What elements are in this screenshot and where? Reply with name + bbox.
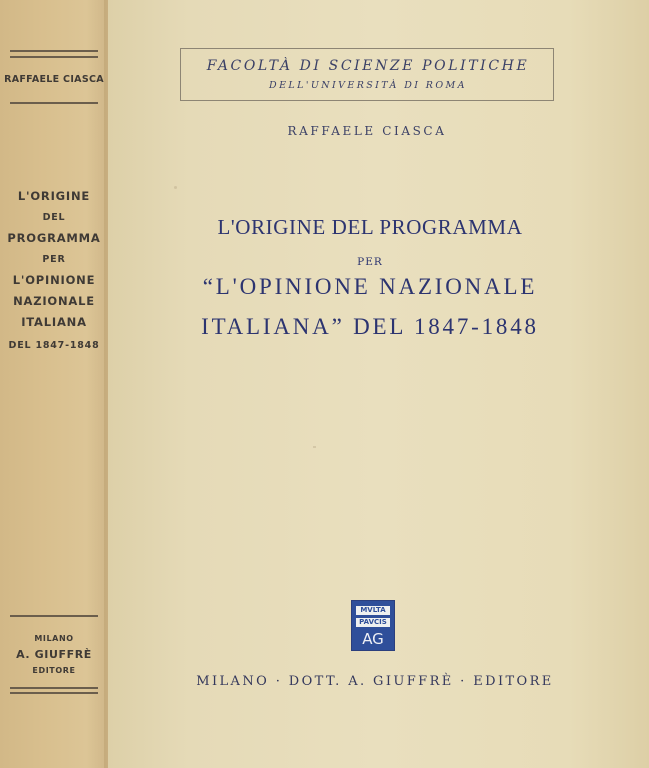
cover-publisher: MILANO · DOTT. A. GIUFFRÈ · EDITORE [196,674,554,689]
spine-rule [10,615,98,617]
spine-rule [10,692,98,694]
logo-monogram: AG [362,630,384,648]
publisher-logo [351,600,395,651]
front-cover [108,0,649,768]
spine-rule [10,102,98,104]
paper-spot [174,186,177,189]
faculty-name: FACOLTÀ DI SCIENZE POLITICHE [206,58,530,74]
spine-publisher [0,631,108,679]
spine-author: RAFFAELE CIASCA [4,74,104,85]
faculty-box [180,48,554,101]
paper-spot [313,446,316,448]
cover-author: RAFFAELE CIASCA [287,124,447,138]
spine-title-line: ITALIANA [21,315,87,329]
university-name: DELL'UNIVERSITÀ DI ROMA [269,80,467,91]
spine-publisher-city: MILANO [34,634,74,643]
spine-title-line: L'OPINIONE [12,273,96,287]
spine-rule [10,56,98,58]
spine-publisher-role: EDITORE [32,666,76,675]
cover-title-line-3: “L'OPINIONE NAZIONALE [202,274,538,299]
cover-title-line-1: L'ORIGINE DEL PROGRAMMA [217,215,523,239]
spine-title-line: PER [42,254,66,265]
spine-rule [10,50,98,52]
cover-title-line-2: PER [357,256,383,268]
spine-title [0,186,108,356]
logo-motto-1: MVLTA [356,606,390,615]
book-spine [0,0,108,768]
spine-title-line: DEL [42,212,66,223]
spine-publisher-name: A. GIUFFRÈ [16,648,92,661]
spine-title-line: NAZIONALE [13,294,95,308]
spine-rule [10,687,98,689]
logo-motto-2: PAVCIS [356,618,390,627]
cover-title-line-4: ITALIANA” DEL 1847-1848 [201,314,539,339]
spine-title-line: L'ORIGINE [17,189,91,203]
spine-title-line: DEL 1847-1848 [8,340,100,351]
spine-title-line: PROGRAMMA [7,231,101,245]
